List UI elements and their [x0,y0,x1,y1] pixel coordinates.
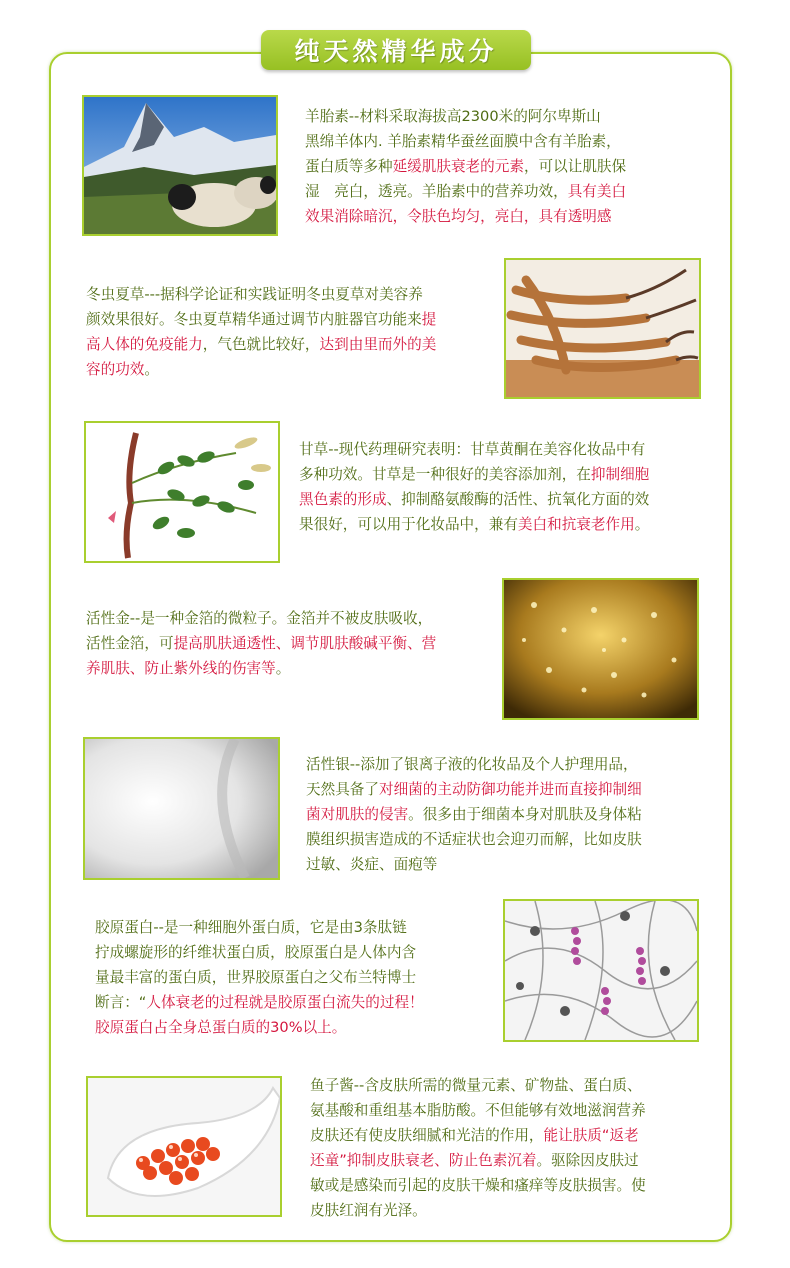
text-line [95,940,424,965]
text-line [310,1123,646,1148]
body-text: 敏或是感染而引起的皮肤干燥和瘙痒等皮肤损害。使 [310,1177,646,1194]
body-text: 。驱除因皮肤过 [536,1152,639,1169]
highlight-text: 菌对肌肤的侵害 [306,806,409,823]
highlight-text: 容的功效 [86,361,145,378]
body-text: 天然具备了 [306,781,379,798]
title-banner [261,30,531,70]
ingredient-text-active-silver [306,752,642,877]
text-line [299,437,649,462]
body-text: 。 [634,516,650,533]
body-text: 膜组织损害造成的不适症状也会迎刃而解，比如皮肤 [306,831,642,848]
text-line [310,1098,646,1123]
ingredient-text-licorice [299,437,649,537]
body-text: 。很多由于细菌本身对肌肤及身体粘 [408,806,642,823]
text-line [305,204,626,229]
body-text: 、抑制酪氨酸酶的活性、抗氧化方面的效 [386,491,650,508]
text-line [86,282,436,307]
body-text: 活性金--是一种金箔的微粒子。金箔并不被皮肤吸收， [86,610,433,627]
ingredient-text-cordyceps [86,282,436,382]
highlight-text: 提高肌肤通透性、调节肌肤酸碱平衡、营 [173,635,437,652]
text-line [310,1173,646,1198]
body-text: ，可以让肌肤保 [523,158,627,175]
ingredient-text-active-gold [86,606,436,681]
highlight-text: 人体衰老的过程就是胶原蛋白流失的过程！ [146,994,424,1011]
highlight-text: 胶原蛋白占全身总蛋白质的30%以上。 [95,1019,347,1036]
body-text: 活性金箔，可 [86,635,174,652]
text-line [305,104,626,129]
collagen-photo [503,899,699,1042]
ingredient-text-caviar [310,1073,646,1223]
highlight-text: 高人体的免疫能力 [86,336,203,353]
body-text: 胶原蛋白--是一种细胞外蛋白质，它是由3条肽链 [95,919,407,936]
silver-powder-photo [83,737,280,880]
text-line [305,179,626,204]
body-text: 过敏、炎症、面疱等 [306,856,438,873]
highlight-text: 提 [421,311,437,328]
highlight-text: 达到由里而外的美 [319,336,437,353]
text-line [306,752,642,777]
caviar-photo [86,1076,282,1217]
body-text: 甘草--现代药理研究表明：甘草黄酮在美容化妆品中有 [299,441,646,458]
body-text: 皮肤红润有光泽。 [310,1202,427,1219]
text-line [86,307,436,332]
text-line [95,990,424,1015]
text-line [310,1073,646,1098]
text-line [95,915,424,940]
body-text: 湿 亮白，透亮。羊胎素中的营养功效， [305,183,568,200]
body-text: 。 [275,660,291,677]
sheep-photo [82,95,278,236]
highlight-text: 能让肤质“返老 [543,1127,639,1144]
text-line [86,357,436,382]
highlight-text: 还童”抑制皮肤衰老、防止色素沉着 [310,1152,537,1169]
body-text: 活性银--添加了银离子液的化妆品及个人护理用品， [306,756,638,773]
body-text: 果很好，可以用于化妆品中，兼有 [299,516,518,533]
highlight-text: 具有美白 [567,183,627,200]
body-text: 。 [144,361,159,378]
text-line [86,631,436,656]
body-text: 氨基酸和重组基本脂肪酸。不但能够有效地滋润营养 [310,1102,646,1119]
body-text: 羊胎素--材料采取海拔高2300米的阿尔卑斯山 [305,108,601,125]
body-text: 皮肤还有使皮肤细腻和光洁的作用， [310,1127,544,1144]
text-line [310,1148,646,1173]
body-text: 拧成螺旋形的纤维状蛋白质，胶原蛋白是人体内含 [95,944,417,961]
highlight-text: 对细菌的主动防御功能并进而直接抑制细 [378,781,642,798]
ingredient-text-sheep-placenta [305,104,626,229]
body-text: 鱼子酱--含皮肤所需的微量元素、矿物盐、蛋白质、 [310,1077,642,1094]
highlight-text: 效果消除暗沉，令肤色均匀，亮白，具有透明感 [305,208,612,225]
text-line [306,777,642,802]
gold-photo [502,578,699,720]
ingredient-text-collagen [95,915,424,1040]
body-text: 蛋白质等多种 [305,158,393,175]
body-text: 多种功效。甘草是一种很好的美容添加剂，在 [299,466,591,483]
highlight-text: 延缓肌肤衰老的元素 [392,158,524,175]
highlight-text: 抑制细胞 [590,466,650,483]
highlight-text: 美白和抗衰老作用 [517,516,635,533]
text-line [299,512,649,537]
text-line [310,1198,646,1223]
text-line [86,656,436,681]
text-line [306,827,642,852]
text-line [95,965,424,990]
highlight-text: 养肌肤、防止紫外线的伤害等 [86,660,276,677]
body-text: 黑绵羊体内. 羊胎素精华蚕丝面膜中含有羊胎素， [305,133,621,150]
page-title: 纯天然精华成分 [294,37,498,66]
text-line [305,154,626,179]
cordyceps-photo [504,258,701,399]
body-text: 断言：“ [95,994,147,1011]
text-line [86,606,436,631]
body-text: 量最丰富的蛋白质，世界胶原蛋白之父布兰特博士 [95,969,417,986]
text-line [95,1015,424,1040]
highlight-text: 黑色素的形成 [299,491,387,508]
text-line [86,332,436,357]
body-text: 颜效果很好。冬虫夏草精华通过调节内脏器官功能来 [86,311,422,328]
body-text: ，气色就比较好， [202,336,320,353]
text-line [306,802,642,827]
body-text: 冬虫夏草---据科学论证和实践证明冬虫夏草对美容养 [86,286,423,303]
licorice-photo [84,421,280,563]
text-line [299,462,649,487]
text-line [306,852,642,877]
text-line [305,129,626,154]
text-line [299,487,649,512]
